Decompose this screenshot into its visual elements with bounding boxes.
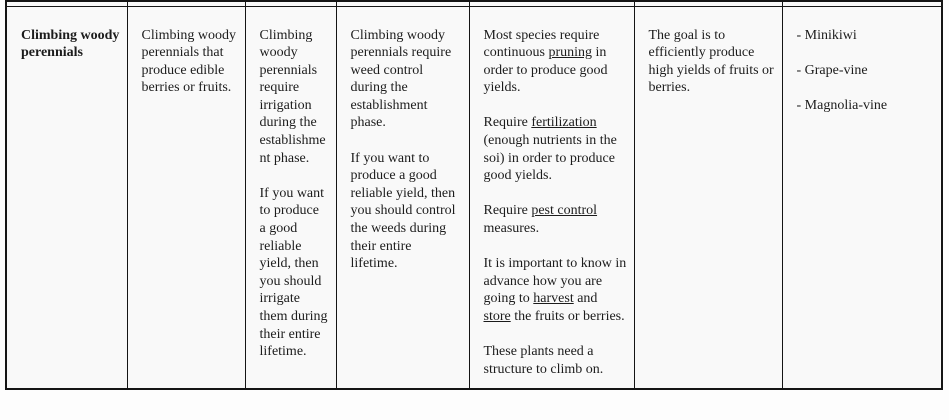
text-run: - Grape-vine	[796, 62, 868, 78]
text-run: If you want to produce a good reliable yield, then you should irrigate them during their entire lifetime.	[259, 185, 328, 360]
text-run: - Minikiwi	[796, 27, 857, 43]
text-run: Require	[483, 203, 532, 219]
cell-row-label	[6, 6, 127, 389]
cell-paragraph	[484, 255, 627, 325]
text-run: Require	[483, 115, 532, 131]
cell-goal	[634, 6, 782, 389]
cell-paragraph	[260, 185, 329, 361]
cell-paragraph	[484, 114, 627, 184]
text-run: Climbing woody perennials require weed control during the establishment phase.	[350, 27, 452, 131]
text-run: - Magnolia-vine	[796, 97, 888, 113]
cell-paragraph	[142, 27, 238, 97]
cell-example-species	[782, 6, 942, 389]
cell-paragraph	[484, 343, 627, 378]
text-run: and	[573, 291, 598, 307]
cell-care-requirements	[469, 6, 634, 389]
text-run: If you want to produce a good reliable yield, then you should control the weeds during their entire lifetime.	[350, 150, 456, 272]
cell-paragraph	[797, 27, 935, 45]
underlined-term: fertilization	[531, 115, 597, 131]
cell-paragraph	[649, 27, 775, 97]
text-run: Climbing woody perennials	[21, 27, 120, 61]
cell-paragraph	[260, 27, 329, 168]
cell-paragraph	[351, 27, 462, 133]
cell-irrigation-requirements	[245, 6, 336, 389]
text-run: the fruits or berries.	[510, 309, 625, 324]
plant-requirements-table	[5, 0, 943, 390]
text-run: Climbing woody perennials require irrigation during the establishment phase.	[259, 27, 326, 166]
climbing-woody-perennials-row	[6, 6, 942, 389]
cell-paragraph	[797, 97, 935, 115]
cell-paragraph	[484, 202, 627, 237]
text-run: The goal is to efficiently produce high yields of fruits or berries.	[648, 27, 774, 96]
cell-definition	[127, 6, 245, 389]
underlined-term: harvest	[533, 291, 574, 307]
text-run: Climbing woody perennials that produce edible berries or fruits.	[141, 27, 237, 96]
text-run: in order to produce good yields.	[483, 45, 608, 96]
text-run: measures.	[483, 221, 540, 237]
underlined-term: pest control	[531, 203, 598, 219]
cell-paragraph	[351, 150, 462, 273]
underlined-term: store	[483, 309, 511, 324]
cell-paragraph	[21, 27, 120, 62]
text-run: These plants need a structure to climb on.	[483, 344, 604, 377]
cell-paragraph	[797, 62, 935, 80]
underlined-term: pruning	[548, 45, 593, 61]
text-run: (enough nutrients in the soi) in order to produce good yields.	[483, 133, 617, 184]
cell-weed-control-requirements	[336, 6, 469, 389]
text-run: Most species require continuous	[483, 27, 600, 61]
cell-paragraph	[484, 27, 627, 97]
text-run: It is important to know in advance how you are going to	[483, 256, 627, 307]
